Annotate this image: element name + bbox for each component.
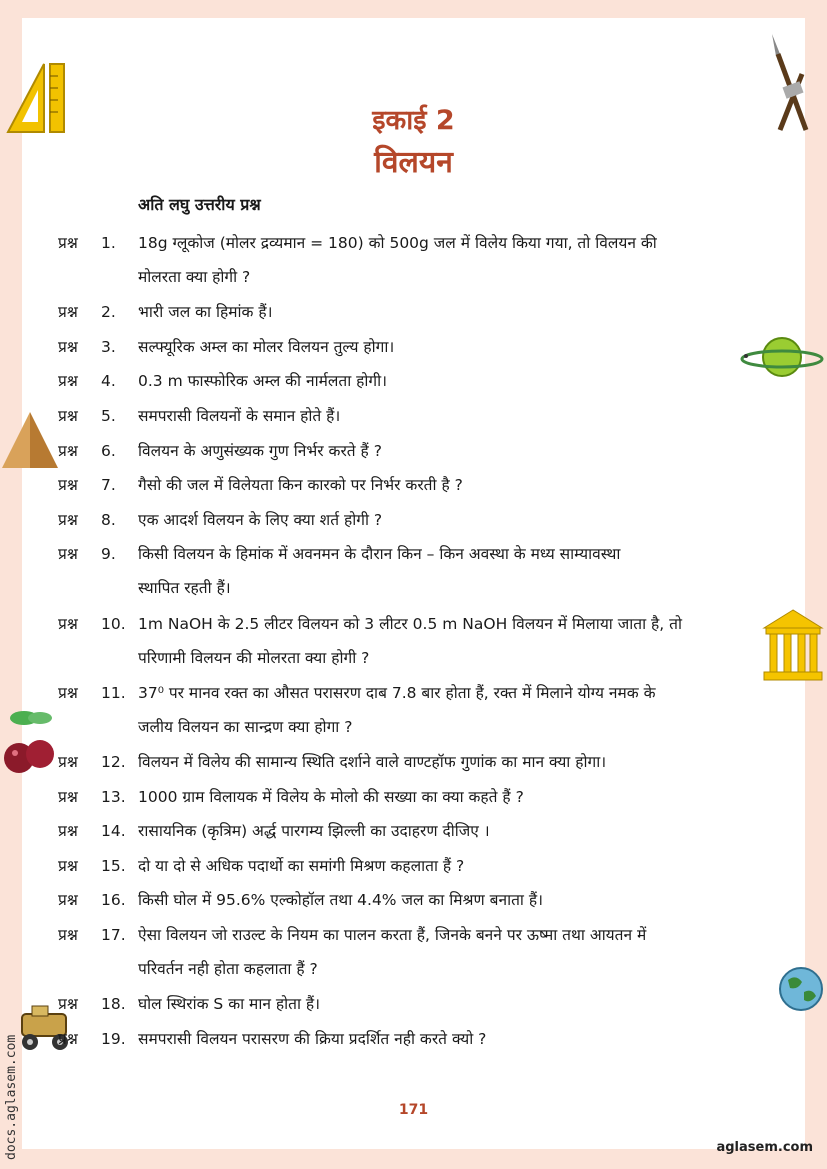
question-number: 10.	[101, 614, 126, 633]
question-text: 1000 ग्राम विलायक में विलेय के मोलो की सख्या का क्या कहते हैं ?	[138, 787, 524, 806]
question-number: 18.	[101, 995, 126, 1014]
question-text: किसी विलयन के हिमांक में अवनमन के दौरान किन – किन अवस्था के मध्य साम्यावस्था	[138, 545, 621, 564]
question-label: प्रश्न	[58, 303, 78, 322]
question-text: एक आदर्श विलयन के लिए क्या शर्त होगी ?	[138, 510, 383, 529]
question-label: प्रश्न	[58, 995, 78, 1014]
unit-title: इकाई 2	[372, 105, 455, 136]
question-label: प्रश्न	[58, 683, 78, 702]
chapter-title: विलयन	[374, 145, 453, 180]
question-label: प्रश्न	[58, 234, 78, 252]
question-label: प्रश्न	[58, 926, 78, 944]
question-label: प्रश्न	[58, 372, 78, 391]
question-text: विलयन में विलेय की सामान्य स्थिति दर्शाने वाले वाण्टहॉफ गुणांक का मान क्या होगा।	[138, 753, 607, 771]
question-label: प्रश्न	[58, 476, 78, 495]
question-number: 6.	[101, 441, 116, 460]
question-text: जलीय विलयन का सान्द्रण क्या होगा ?	[138, 717, 353, 736]
question-number: 5.	[101, 407, 116, 425]
question-label: प्रश्न	[58, 614, 78, 633]
question-text: विलयन के अणुसंख्यक गुण निर्भर करते हैं ?	[138, 441, 382, 460]
question-label: प्रश्न	[58, 545, 78, 564]
question-label: प्रश्न	[58, 753, 78, 771]
question-text: घोल स्थिरांक S का मान होता हैं।	[138, 995, 320, 1014]
question-text: सल्फ्यूरिक अम्ल का मोलर विलयन तुल्य होगा।	[138, 337, 395, 356]
question-number: 14.	[101, 822, 126, 841]
question-text: समपरासी विलयनों के समान होते हैं।	[138, 407, 341, 425]
site-label: aglasem.com	[716, 1140, 813, 1155]
question-text: स्थापित रहती हैं।	[138, 579, 231, 598]
question-number: 4.	[101, 372, 116, 391]
question-number: 17.	[101, 926, 126, 944]
section-heading: अति लघु उत्तरीय प्रश्न	[138, 195, 261, 214]
question-label: प्रश्न	[58, 1029, 78, 1048]
watermark: docs.aglasem.com	[4, 1034, 19, 1160]
question-text: किसी घोल में 95.6% एल्कोहॉल तथा 4.4% जल का मिश्रण बनाता हैं।	[138, 891, 543, 910]
question-number: 11.	[101, 683, 126, 702]
question-text: गैसो की जल में विलेयता किन कारको पर निर्भर करती है ?	[138, 476, 463, 495]
question-label: प्रश्न	[58, 510, 78, 529]
pyramid-icon	[0, 410, 60, 470]
question-number: 7.	[101, 476, 116, 495]
question-number: 12.	[101, 753, 126, 771]
question-label: प्रश्न	[58, 441, 78, 460]
question-text: 1m NaOH के 2.5 लीटर विलयन को 3 लीटर 0.5 m NaOH विलयन में मिलाया जाता है, तो	[138, 614, 682, 633]
question-text: रासायनिक (कृत्रिम) अर्द्ध पारगम्य झिल्ली का उदाहरण दीजिए ।	[138, 822, 490, 841]
cherry-icon	[2, 706, 58, 778]
question-number: 1.	[101, 234, 116, 252]
question-text: ऐसा विलयन जो राउल्ट के नियम का पालन करता हैं, जिनके बनने पर ऊष्मा तथा आयतन में	[138, 926, 647, 944]
question-text: 0.3 m फास्फोरिक अम्ल की नार्मलता होगी।	[138, 372, 388, 391]
question-text: दो या दो से अधिक पदार्थो का समांगी मिश्रण कहलाता हैं ?	[138, 856, 465, 875]
question-label: प्रश्न	[58, 891, 78, 910]
question-label: प्रश्न	[58, 822, 78, 841]
question-text: परिणामी विलयन की मोलरता क्या होगी ?	[138, 648, 370, 667]
question-text: भारी जल का हिमांक हैं।	[138, 303, 273, 322]
question-label: प्रश्न	[58, 787, 78, 806]
question-number: 16.	[101, 891, 126, 910]
question-number: 2.	[101, 303, 116, 322]
question-number: 3.	[101, 337, 116, 356]
question-number: 13.	[101, 787, 126, 806]
question-label: प्रश्न	[58, 337, 78, 356]
question-text: समपरासी विलयन परासरण की क्रिया प्रदर्शित नही करते क्यो ?	[138, 1029, 487, 1048]
question-text: 18g ग्लूकोज (मोलर द्रव्यमान = 180) को 500g जल में विलेय किया गया, तो विलयन की	[138, 234, 657, 252]
question-number: 9.	[101, 545, 116, 564]
question-text: 37⁰ पर मानव रक्त का औसत परासरण दाब 7.8 बार होता हैं, रक्त में मिलाने योग्य नमक के	[138, 683, 656, 702]
question-text: परिवर्तन नही होता कहलाता हैं ?	[138, 960, 318, 978]
question-number: 19.	[101, 1029, 126, 1048]
question-number: 8.	[101, 510, 116, 529]
question-text: मोलरता क्या होगी ?	[138, 268, 251, 286]
question-label: प्रश्न	[58, 856, 78, 875]
question-number: 15.	[101, 856, 126, 875]
page-number: 171	[398, 1102, 429, 1118]
question-label: प्रश्न	[58, 407, 78, 425]
